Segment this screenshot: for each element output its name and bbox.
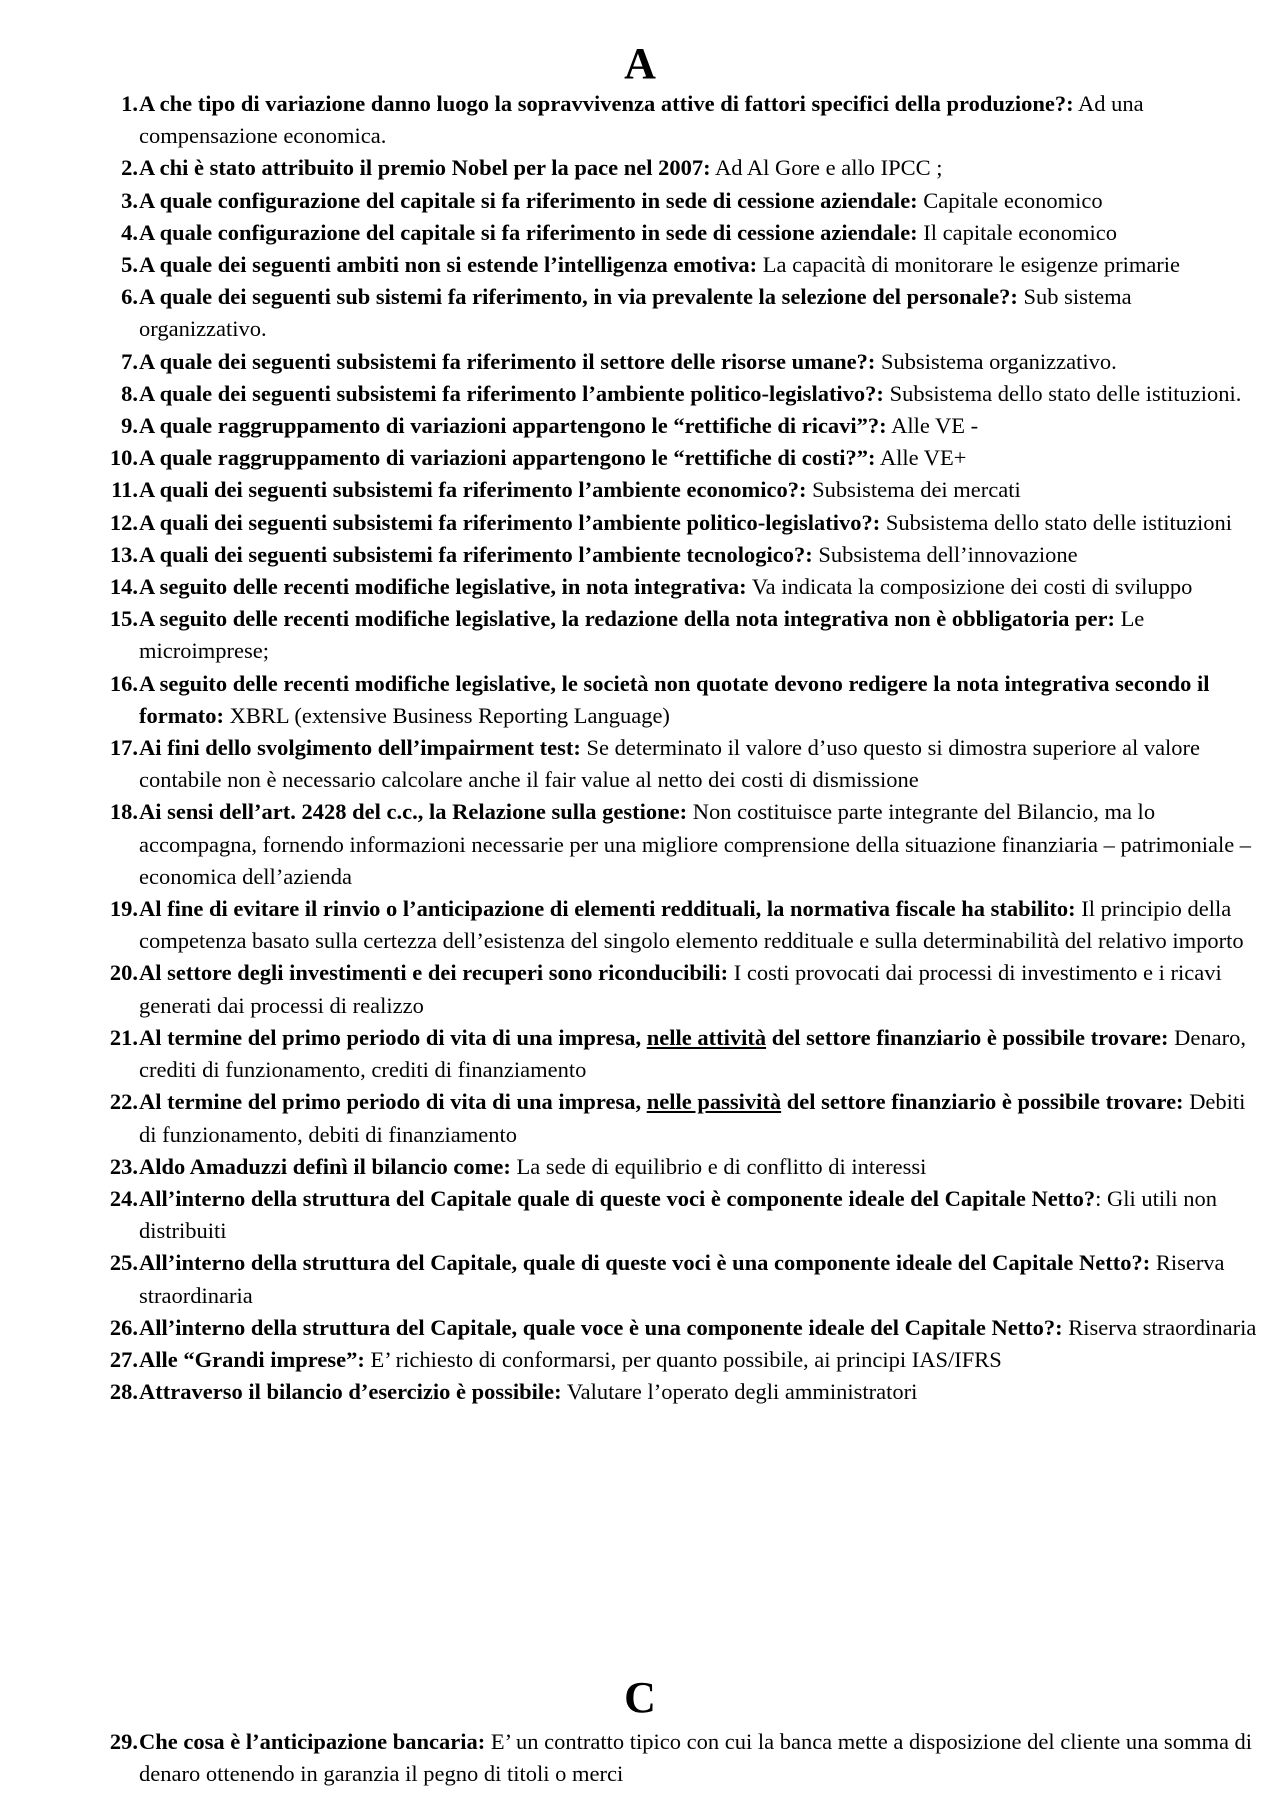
- question-text: Al fine di evitare il rinvio o l’anticipazione di elementi reddituali, la normativa fiscale ha stabilito:: [139, 896, 1076, 922]
- question-text: Ai fini dello svolgimento dell’impairment test:: [139, 735, 581, 761]
- question-text: A seguito delle recenti modifiche legislative, la redazione della nota integrativa non è obbligatoria per:: [139, 606, 1115, 632]
- list-item: [0, 893, 1280, 957]
- list-item: [0, 957, 1280, 1021]
- item-number: 3.: [121, 187, 138, 213]
- qa-list-c: [0, 1726, 1280, 1790]
- question-text: A quale dei seguenti subsistemi fa riferimento l’ambiente politico-legislativo?:: [139, 380, 884, 406]
- answer-text: Riserva straordinaria: [1062, 1314, 1257, 1340]
- question-text: A quale dei seguenti sub sistemi fa riferimento, in via prevalente la selezione del personale?:: [139, 284, 1018, 310]
- list-item: [0, 539, 1280, 571]
- item-number: 22.: [109, 1089, 138, 1115]
- item-number: 5.: [121, 252, 138, 278]
- question-text: A che tipo di variazione danno luogo la sopravvivenza attive di fattori specifici della produzione?:: [139, 91, 1074, 116]
- answer-text: Il capitale economico: [917, 219, 1117, 245]
- answer-text: Alle VE+: [875, 445, 967, 471]
- item-number: 23.: [109, 1153, 138, 1179]
- question-text: A quali dei seguenti subsistemi fa riferimento l’ambiente economico?:: [139, 477, 807, 503]
- list-item: [0, 1151, 1280, 1183]
- question-text: A chi è stato attribuito il premio Nobel per la pace nel 2007:: [139, 155, 711, 181]
- item-number: 26.: [109, 1314, 138, 1340]
- item-number: 24.: [109, 1185, 138, 1211]
- question-text: [139, 1089, 1184, 1114]
- list-item: [0, 410, 1280, 442]
- list-item: [0, 474, 1280, 506]
- question-text: A quale configurazione del capitale si fa riferimento in sede di cessione aziendale:: [139, 219, 918, 245]
- question-prefix: Al termine del primo periodo di vita di una impresa,: [139, 1089, 647, 1115]
- list-item: [0, 1376, 1280, 1408]
- question-text: [139, 1025, 1169, 1050]
- question-text: All’interno della struttura del Capitale, quale di queste voci è una componente ideale del Capitale Netto?:: [139, 1250, 1151, 1276]
- question-text: A seguito delle recenti modifiche legislative, le società non quotate devono redigere la nota integrativa secondo il formato:: [139, 670, 1210, 728]
- answer-text: Valutare l’operato degli amministratori: [561, 1379, 918, 1405]
- item-number: 16.: [109, 670, 138, 696]
- question-text: A seguito delle recenti modifiche legislative, in nota integrativa:: [139, 574, 747, 600]
- list-item: [0, 1726, 1280, 1790]
- answer-text: Denaro, crediti di funzionamento, crediti di finanziamento: [139, 1024, 1246, 1083]
- item-number: 14.: [109, 574, 138, 600]
- question-text: Al settore degli investimenti e dei recuperi sono riconducibili:: [139, 960, 729, 986]
- answer-text: I costi provocati dai processi di investimento e i ricavi generati dai processi di realizzo: [139, 960, 1222, 1018]
- answer-text: E’ richiesto di conformarsi, per quanto possibile, ai principi IAS/IFRS: [364, 1346, 1002, 1372]
- answer-text: Se determinato il valore d’uso questo si dimostra superiore al valore contabile non è necessario calcolare anche il fair value al netto dei costi di dismissione: [139, 735, 1201, 793]
- answer-text: Capitale economico: [917, 187, 1103, 213]
- question-text: Che cosa è l’anticipazione bancaria:: [139, 1729, 486, 1754]
- list-item: [0, 1247, 1280, 1311]
- question-text: Alle “Grandi imprese”:: [139, 1346, 365, 1372]
- item-number: 11.: [111, 477, 138, 503]
- underlined-term: nelle attività: [646, 1024, 767, 1050]
- answer-text: : Gli utili non distribuiti: [139, 1185, 1218, 1244]
- item-number: 17.: [109, 735, 138, 761]
- answer-text: Ad Al Gore e allo IPCC ;: [710, 155, 943, 181]
- answer-text: Il principio della competenza basato sulla certezza dell’esistenza del singolo elemento reddituale e sulla determinabilità del relativo importo: [139, 896, 1244, 954]
- item-number: 25.: [109, 1250, 138, 1276]
- item-number: 27.: [109, 1346, 138, 1372]
- question-text: Attraverso il bilancio d’esercizio è possibile:: [139, 1379, 562, 1405]
- answer-text: Debiti di funzionamento, debiti di finanziamento: [139, 1089, 1246, 1147]
- section-heading-c: C: [624, 1673, 656, 1722]
- list-item: [0, 185, 1280, 217]
- list-item: [0, 732, 1280, 796]
- item-number: 10.: [109, 445, 138, 471]
- list-item: [0, 1086, 1280, 1150]
- list-item: [0, 378, 1280, 410]
- item-number: 13.: [109, 541, 138, 567]
- question-text: Ai sensi dell’art. 2428 del c.c., la Relazione sulla gestione:: [139, 799, 688, 825]
- answer-text: Subsistema dello stato delle istituzioni: [880, 509, 1233, 535]
- answer-text: Subsistema organizzativo.: [875, 348, 1117, 374]
- question-text: A quale dei seguenti subsistemi fa riferimento il settore delle risorse umane?:: [139, 348, 876, 374]
- answer-text: Le microimprese;: [139, 606, 1145, 664]
- answer-text: XBRL (extensive Business Reporting Language): [223, 702, 670, 728]
- list-item: [0, 346, 1280, 378]
- answer-text: Va indicata la composizione dei costi di sviluppo: [746, 574, 1193, 600]
- answer-text: Riserva straordinaria: [139, 1250, 1225, 1308]
- answer-text: Subsistema dell’innovazione: [812, 541, 1078, 567]
- question-text: A quale raggruppamento di variazioni appartengono le “rettifiche di costi?”:: [139, 445, 876, 471]
- item-number: 20.: [109, 960, 138, 986]
- list-item: [0, 1183, 1280, 1247]
- item-number: 28.: [109, 1379, 138, 1405]
- list-item: [0, 1344, 1280, 1376]
- list-item: [0, 217, 1280, 249]
- list-item: [0, 442, 1280, 474]
- answer-text: La capacità di monitorare le esigenze primarie: [757, 252, 1181, 278]
- question-text: A quali dei seguenti subsistemi fa riferimento l’ambiente politico-legislativo?:: [139, 509, 881, 535]
- item-number: 18.: [109, 799, 138, 825]
- question-text: A quali dei seguenti subsistemi fa riferimento l’ambiente tecnologico?:: [139, 541, 813, 567]
- question-text: A quale configurazione del capitale si fa riferimento in sede di cessione aziendale:: [139, 187, 918, 213]
- item-number: 29.: [109, 1729, 138, 1754]
- answer-text: La sede di equilibrio e di conflitto di interessi: [510, 1153, 927, 1179]
- list-item: [0, 281, 1280, 345]
- question-text: All’interno della struttura del Capitale quale di queste voci è componente ideale del Capitale Netto?: [139, 1185, 1096, 1211]
- item-number: 15.: [109, 606, 138, 632]
- answer-text: Alle VE -: [886, 413, 979, 439]
- question-text: All’interno della struttura del Capitale, quale voce è una componente ideale del Capitale Netto?:: [139, 1314, 1063, 1340]
- question-suffix: del settore finanziario è possibile trovare:: [766, 1024, 1169, 1050]
- question-text: A quale dei seguenti ambiti non si estende l’intelligenza emotiva:: [139, 252, 758, 278]
- answer-text: E’ un contratto tipico con cui la banca mette a disposizione del cliente una somma di denaro ottenendo in garanzia il pegno di titoli o merci: [139, 1729, 1253, 1787]
- question-text: Aldo Amaduzzi definì il bilancio come:: [139, 1153, 511, 1179]
- list-item: [0, 88, 1280, 152]
- item-number: 1.: [121, 91, 138, 116]
- answer-text: Subsistema dei mercati: [806, 477, 1021, 503]
- answer-text: Sub sistema organizzativo.: [139, 284, 1132, 342]
- item-number: 6.: [121, 284, 138, 310]
- item-number: 21.: [109, 1024, 138, 1050]
- list-item: [0, 152, 1280, 184]
- answer-text: Ad una compensazione economica.: [139, 91, 1144, 149]
- question-suffix: del settore finanziario è possibile trovare:: [781, 1089, 1184, 1115]
- list-item: [0, 668, 1280, 732]
- list-item: [0, 571, 1280, 603]
- list-item: [0, 507, 1280, 539]
- answer-text: Subsistema dello stato delle istituzioni.: [883, 380, 1242, 406]
- question-prefix: Al termine del primo periodo di vita di una impresa,: [139, 1024, 647, 1050]
- list-item: [0, 796, 1280, 893]
- list-item: [0, 1312, 1280, 1344]
- item-number: 7.: [121, 348, 138, 374]
- item-number: 12.: [109, 509, 138, 535]
- list-item: [0, 603, 1280, 667]
- list-item: [0, 249, 1280, 281]
- underlined-term: nelle passività: [646, 1089, 782, 1115]
- item-number: 9.: [121, 413, 138, 439]
- question-text: A quale raggruppamento di variazioni appartengono le “rettifiche di ricavi”?:: [139, 413, 887, 439]
- item-number: 8.: [121, 380, 138, 406]
- answer-text: Non costituisce parte integrante del Bilancio, ma lo accompagna, fornendo informazioni necessarie per una migliore comprensione della situazione finanziaria – patrimoniale – economica dell’azienda: [139, 799, 1252, 889]
- qa-list-a: [0, 88, 1280, 1408]
- section-heading-a: A: [624, 39, 656, 88]
- item-number: 2.: [121, 155, 138, 181]
- item-number: 4.: [121, 219, 138, 245]
- item-number: 19.: [109, 896, 138, 922]
- list-item: [0, 1022, 1280, 1086]
